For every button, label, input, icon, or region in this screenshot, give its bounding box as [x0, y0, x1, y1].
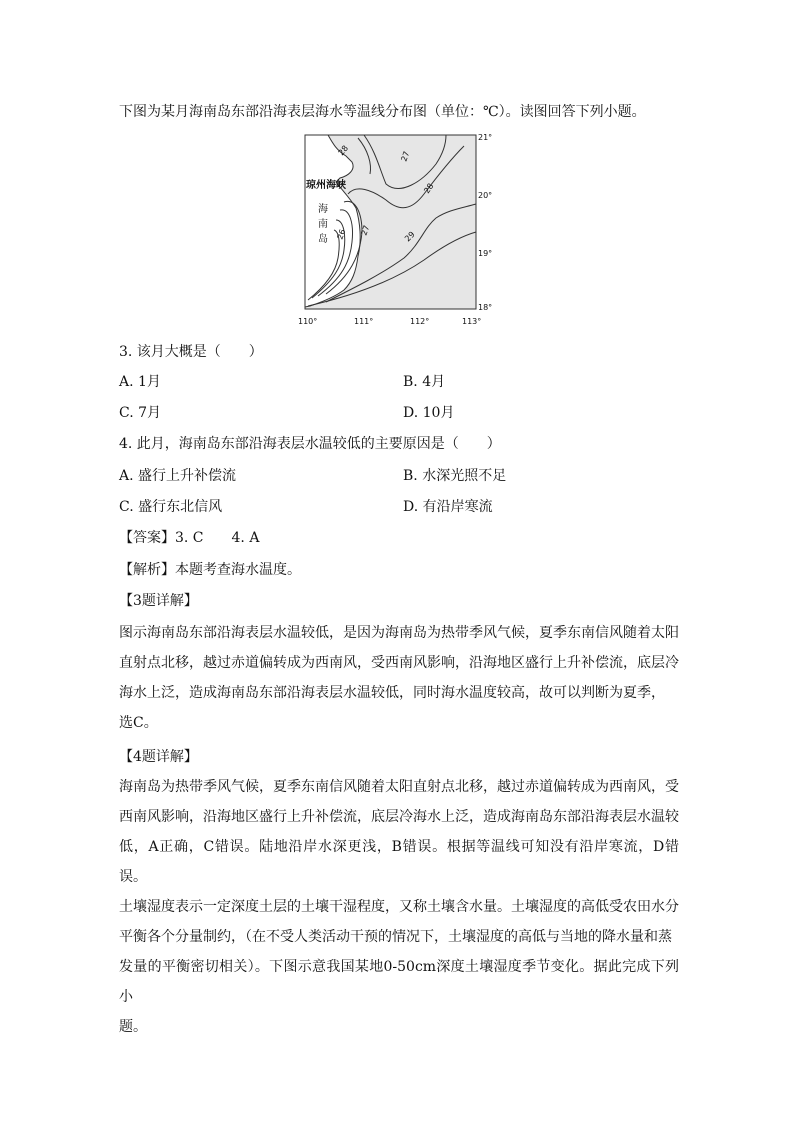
- text-line: 题。: [119, 1019, 147, 1035]
- question-4-stem: 4. 此月，海南岛东部沿海表层水温较低的主要原因是（ ）: [119, 436, 501, 452]
- answer-line: 【答案】3. C 4. A: [119, 530, 260, 546]
- text-line: 西南风影响，沿海地区盛行上升补偿流，底层冷海水上泛，造成海南岛东部沿海表层水温较: [119, 809, 679, 825]
- intro-text: 下图为某月海南岛东部沿海表层海水等温线分布图（单位：℃）。读图回答下列小题。: [119, 104, 646, 120]
- isotherm-label: 28: [336, 143, 351, 158]
- text-line: 直射点北移，越过赤道偏转成为西南风，受西南风影响，沿海地区盛行上升补偿流，底层冷: [119, 655, 679, 671]
- detail-3-title: 【3题详解】: [119, 593, 198, 609]
- isotherm-label: 27: [359, 224, 372, 237]
- map-island-char: 岛: [318, 234, 328, 245]
- map-island-char: 海: [318, 204, 328, 215]
- question-3-options-row2: [119, 403, 679, 423]
- question-3-options-row1: [119, 372, 679, 392]
- text-line: 土壤湿度表示一定深度土层的土壤干湿程度，又称土壤含水量。土壤湿度的高低受农田水分: [119, 899, 679, 915]
- isotherm-label: 28: [422, 181, 436, 196]
- text-line: 平衡各个分量制约，（在不受人类活动干预的情况下，土壤湿度的高低与当地的降水量和蒸: [119, 929, 672, 945]
- text-line: 图示海南岛东部沿海表层水温较低，是因为海南岛为热带季风气候，夏季东南信风随着太阳: [119, 625, 679, 641]
- lon-label: 112°: [410, 317, 430, 326]
- lat-label: 19°: [478, 249, 493, 258]
- text-line: 选C。: [119, 715, 158, 731]
- lon-label: 113°: [462, 317, 482, 326]
- detail-3-paragraph: [119, 618, 679, 738]
- map-island-char: 南: [318, 219, 328, 230]
- detail-4-paragraph: [119, 772, 679, 1042]
- text-line: 海水上泛，造成海南岛东部沿海表层水温较低，同时海水温度较高，故可以判断为夏季，: [119, 685, 665, 701]
- text-line: 低，A正确，C错误。陆地沿岸水深更浅，B错误。根据等温线可知没有沿岸寒流，D错误。: [119, 839, 679, 885]
- isotherm-map: [296, 132, 496, 332]
- option-a: A. 盛行上升补偿流: [119, 468, 237, 484]
- option-d: D. 10月: [403, 405, 455, 421]
- isotherm-label: 29: [403, 229, 417, 244]
- analysis-line: 【解析】本题考查海水温度。: [119, 562, 301, 578]
- option-a: A. 1月: [119, 374, 161, 390]
- option-b: B. 4月: [403, 374, 446, 390]
- isotherm-label: 26: [335, 228, 348, 241]
- lat-label: 18°: [478, 303, 493, 312]
- lat-label: 21°: [478, 133, 493, 142]
- lon-label: 111°: [354, 317, 374, 326]
- question-3-stem: 3. 该月大概是（ ）: [119, 344, 263, 360]
- option-c: C. 盛行东北信风: [119, 499, 223, 515]
- option-c: C. 7月: [119, 405, 162, 421]
- map-place-label: 琼州海峡: [306, 180, 346, 191]
- detail-4-title: 【4题详解】: [119, 749, 198, 765]
- text-line: 海南岛为热带季风气候，夏季东南信风随着太阳直射点北移，越过赤道偏转成为西南风，受: [119, 779, 679, 795]
- isotherm-label: 27: [399, 150, 412, 163]
- question-4-options-row2: [119, 497, 679, 517]
- lon-label: 110°: [298, 317, 318, 326]
- text-line: 发量的平衡密切相关）。下图示意我国某地0-50cm深度土壤湿度季节变化。据此完成下列小: [119, 959, 679, 1005]
- option-d: D. 有沿岸寒流: [403, 499, 493, 515]
- option-b: B. 水深光照不足: [403, 468, 507, 484]
- lat-label: 20°: [478, 191, 493, 200]
- question-4-options-row1: [119, 466, 679, 486]
